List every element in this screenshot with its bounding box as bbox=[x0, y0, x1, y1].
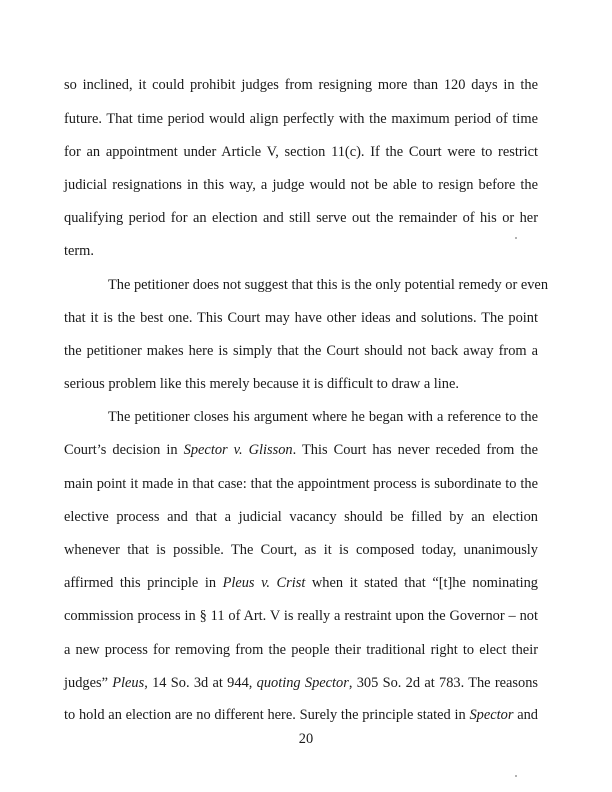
text-line: the petitioner makes here is simply that the Court should not back away from a bbox=[64, 343, 538, 359]
text-line: commission process in § 11 of Art. V is really a restraint upon the Governor – not bbox=[64, 608, 538, 624]
scan-speck bbox=[515, 775, 517, 777]
text-line: judicial resignations in this way, a judge would not be able to resign before the bbox=[64, 177, 538, 193]
text-line: to hold an election are no different here. Surely the principle stated in Spector and bbox=[64, 707, 538, 723]
text-line: future. That time period would align perfectly with the maximum period of time bbox=[64, 111, 538, 127]
text-line: judges” Pleus, 14 So. 3d at 944, quoting Spector, 305 So. 2d at 783. The reasons bbox=[64, 675, 539, 691]
text-line: Court’s decision in Spector v. Glisson. This Court has never receded from the bbox=[64, 442, 538, 458]
text-line: that it is the best one. This Court may have other ideas and solutions. The point bbox=[64, 310, 538, 326]
text-line: so inclined, it could prohibit judges from resigning more than 120 days in the bbox=[64, 77, 538, 93]
text-line: The petitioner does not suggest that this is the only potential remedy or even bbox=[108, 277, 549, 293]
text-line: whenever that is possible. The Court, as it is composed today, unanimously bbox=[64, 542, 538, 558]
text-line: for an appointment under Article V, section 11(c). If the Court were to restrict bbox=[64, 144, 538, 160]
scan-speck bbox=[515, 237, 517, 239]
text-line: affirmed this principle in Pleus v. Crist when it stated that “[t]he nominating bbox=[64, 575, 538, 591]
text-line: qualifying period for an election and still serve out the remainder of his or her bbox=[64, 210, 538, 226]
text-line: serious problem like this merely because it is difficult to draw a line. bbox=[64, 376, 459, 392]
page-number: 20 bbox=[298, 731, 314, 747]
text-line: term. bbox=[64, 243, 94, 259]
text-line: The petitioner closes his argument where he began with a reference to the bbox=[108, 409, 538, 425]
text-line: a new process for removing from the people their traditional right to elect their bbox=[64, 642, 538, 658]
text-line: main point it made in that case: that the appointment process is subordinate to the bbox=[64, 476, 538, 492]
text-line: elective process and that a judicial vacancy should be filled by an election bbox=[64, 509, 538, 525]
